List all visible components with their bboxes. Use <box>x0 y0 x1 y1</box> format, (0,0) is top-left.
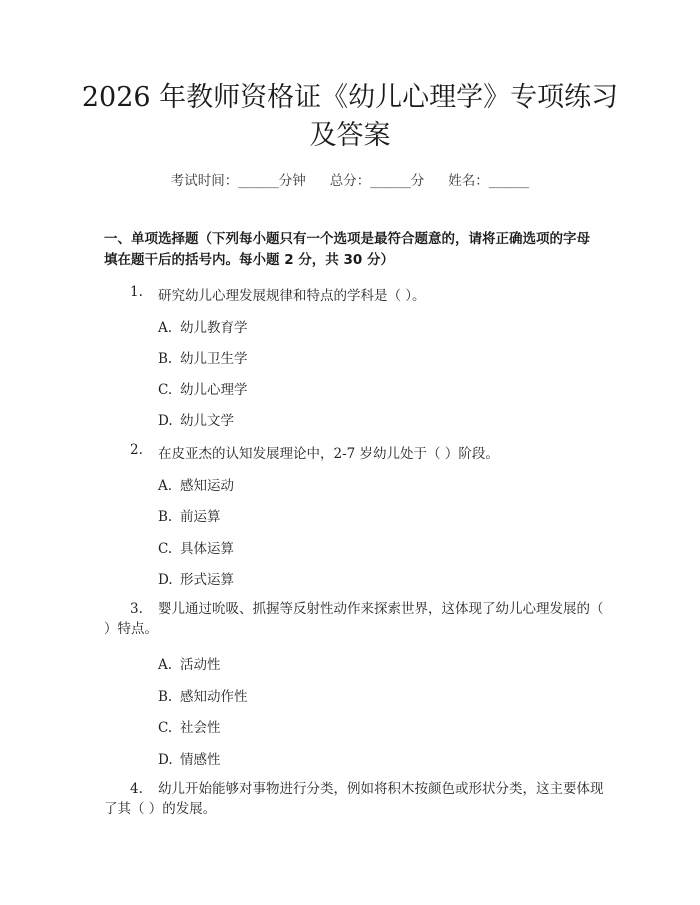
option-letter: D. <box>158 413 173 429</box>
option <box>158 748 221 768</box>
question-text: 在皮亚杰的认知发展理论中，2-7 岁幼儿处于（ ）阶段。 <box>158 446 499 462</box>
document-title-line-2: 及答案 <box>309 120 391 151</box>
section-heading: 一、单项选择题（下列每小题只有一个选项是最符合题意的，请将正确选项的字母填在题干后的括号内。每小题 2 分，共 30 分） <box>104 231 590 268</box>
score-blank: ______ <box>370 173 411 189</box>
option-letter: C. <box>158 541 173 557</box>
option <box>158 316 248 336</box>
option-text: 具体运算 <box>180 541 234 557</box>
option-letter: C. <box>158 720 173 736</box>
question-number: 1. <box>130 284 143 300</box>
question-number: 4. <box>130 781 143 797</box>
option <box>158 347 248 367</box>
option-text: 幼儿心理学 <box>180 382 248 398</box>
option-text: 幼儿教育学 <box>180 320 248 336</box>
question-text: 幼儿开始能够对事物进行分类，例如将积木按颜色或形状分类，这主要体现了其（ ）的发展。 <box>104 781 604 817</box>
option-letter: B. <box>158 509 173 525</box>
option <box>158 685 248 705</box>
score-unit: 分 <box>410 173 425 189</box>
question-text: 婴儿通过吮吸、抓握等反射性动作来探索世界，这体现了幼儿心理发展的（ ）特点。 <box>104 601 604 637</box>
score-label: 总分： <box>329 173 371 189</box>
option-letter: A. <box>158 320 173 336</box>
option-text: 社会性 <box>180 720 221 736</box>
option-letter: A. <box>158 478 173 494</box>
option <box>158 474 234 494</box>
question-number: 2. <box>130 442 143 458</box>
option <box>158 653 221 673</box>
option-text: 感知运动 <box>180 478 234 494</box>
time-unit: 分钟 <box>278 173 306 189</box>
option <box>158 378 248 398</box>
option-text: 活动性 <box>180 657 221 673</box>
option-text: 前运算 <box>180 509 221 525</box>
option-letter: D. <box>158 572 173 588</box>
time-label: 考试时间： <box>170 173 239 189</box>
option <box>158 716 221 736</box>
document-title-line-1: 2026 年教师资格证《幼儿心理学》专项练习 <box>81 82 619 113</box>
option-letter: D. <box>158 752 173 768</box>
question-paragraph <box>104 599 604 639</box>
option-text: 幼儿文学 <box>180 413 234 429</box>
option-text: 幼儿卫生学 <box>180 351 248 367</box>
question-paragraph <box>104 779 604 819</box>
option-letter: C. <box>158 382 173 398</box>
option-text: 感知动作性 <box>180 689 248 705</box>
option-text: 形式运算 <box>180 572 234 588</box>
option <box>158 568 234 588</box>
option <box>158 537 234 557</box>
option <box>158 505 221 525</box>
option-letter: B. <box>158 351 173 367</box>
option-letter: A. <box>158 657 173 673</box>
option-text: 情感性 <box>180 752 221 768</box>
name-label: 姓名： <box>448 173 489 189</box>
option-letter: B. <box>158 689 173 705</box>
option <box>158 409 234 429</box>
name-blank: ______ <box>488 173 530 189</box>
question-text: 研究幼儿心理发展规律和特点的学科是（ ）。 <box>158 288 426 304</box>
time-blank: ______ <box>238 173 279 189</box>
exam-info-line <box>0 169 700 189</box>
question-number: 3. <box>130 601 143 617</box>
